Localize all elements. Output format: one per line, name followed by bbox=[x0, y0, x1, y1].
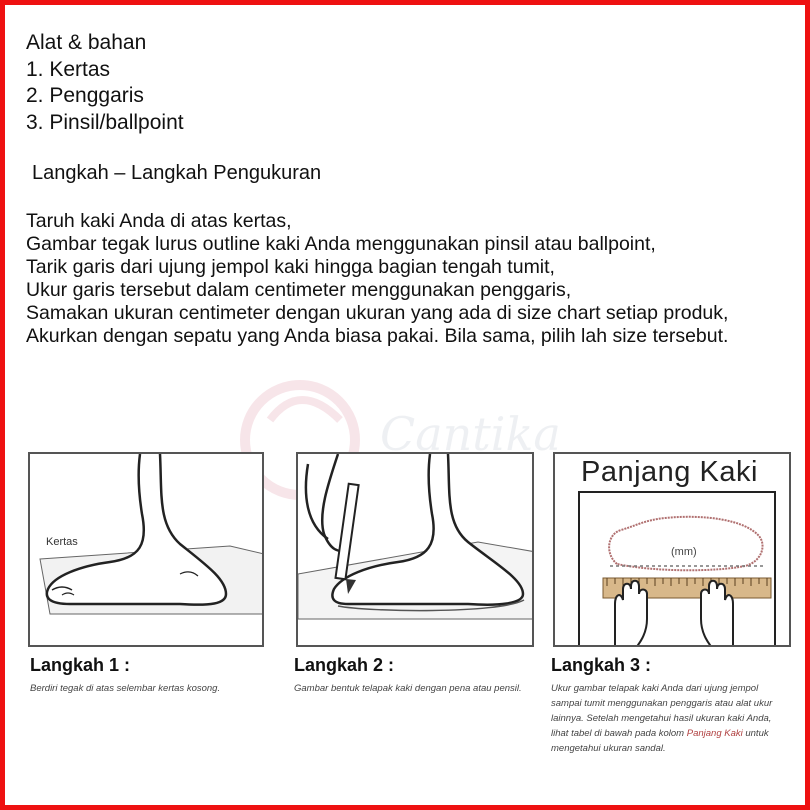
mm-unit-label: (mm) bbox=[671, 546, 697, 558]
step-3-desc-part2: untuk mengetahui ukuran sandal. bbox=[551, 728, 769, 754]
step-2-title: Langkah 2 : bbox=[294, 655, 395, 675]
step-3-title: Langkah 3 : bbox=[551, 655, 652, 675]
step-3-desc-highlight: Panjang Kaki bbox=[686, 728, 743, 739]
watermark-text: Cantika bbox=[380, 407, 561, 461]
instruction-line: Ukur garis tersebut dalam centimeter menggunakan penggaris, bbox=[26, 279, 572, 301]
step-1-title: Langkah 1 : bbox=[30, 655, 131, 675]
instruction-line: Gambar tegak lurus outline kaki Anda menggunakan pinsil atau ballpoint, bbox=[26, 233, 656, 255]
material-item: 1. Kertas bbox=[26, 57, 111, 81]
step-3-desc-part1: Ukur gambar telapak kaki Anda dari ujung jempol sampai tumit menggunakan penggaris atau alat ukur lainnya. Setelah mengetahui hasil ukuran kaki Anda, lihat tabel di bawah pada kolom bbox=[551, 683, 773, 739]
instruction-line: Taruh kaki Anda di atas kertas, bbox=[26, 210, 292, 232]
materials-list bbox=[26, 30, 184, 136]
material-item: 3. Pinsil/ballpoint bbox=[26, 110, 184, 134]
step-1-description: Berdiri tegak di atas selembar kertas kosong. bbox=[30, 683, 221, 694]
step-1-illustration bbox=[28, 452, 264, 647]
kertas-label: Kertas bbox=[46, 536, 78, 548]
materials-heading: Alat & bahan bbox=[26, 31, 147, 54]
material-item: 2. Penggaris bbox=[26, 84, 144, 107]
steps-heading: Langkah – Langkah Pengukuran bbox=[32, 162, 322, 184]
panjang-kaki-title: Panjang Kaki bbox=[581, 456, 758, 488]
step-2-illustration bbox=[296, 452, 534, 647]
step-2-description: Gambar bentuk telapak kaki dengan pena atau pensil. bbox=[294, 683, 522, 694]
instructions bbox=[26, 210, 786, 348]
instruction-line: Samakan ukuran centimeter dengan ukuran yang ada di size chart setiap produk, bbox=[26, 302, 729, 324]
instruction-line: Akurkan dengan sepatu yang Anda biasa pakai. Bila sama, pilih lah size tersebut. bbox=[26, 325, 729, 347]
instruction-line: Tarik garis dari ujung jempol kaki hingga bagian tengah tumit, bbox=[26, 256, 555, 278]
step-3-illustration bbox=[553, 452, 791, 647]
step-3-description bbox=[551, 681, 783, 756]
